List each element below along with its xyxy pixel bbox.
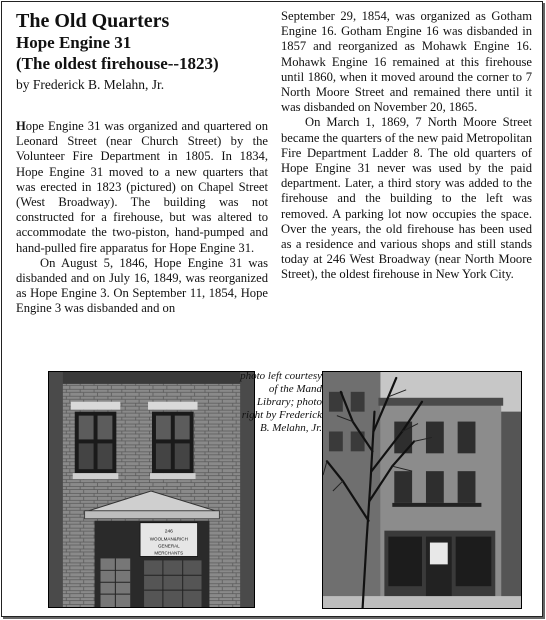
photo-caption: photo left courtesy of the Mand Library; photo right by Frederick B. Melahn, Jr. [240,370,322,434]
svg-text:246: 246 [164,529,173,535]
dropcap: H [16,119,26,133]
article-frame [1,1,543,617]
historic-firehouse-photo [48,371,255,608]
paragraph-3: On March 1, 1869, 7 North Moore Street became the quarters of the new paid Metropolitan Fire Department Ladder 8. The old quarters of Hope Engine 31 never was used by the paid department. Later, a third story was added to the firehouse and the building to the left was removed. A parking lot now occupies the space. Over the years, the old firehouse has been used as a residence and various shops and still stands today at 246 West Broadway (near North Moore Street), the oldest firehouse in New York City. [281,115,532,282]
paragraph-1-text: ope Engine 31 was organized and quartered on Leonard Street (near Church Street) by the Volunteer Fire Department in 1805. In 1834, Hope Engine 31 moved to a new quarters that was erected in 1823 (pictured) on Chapel Street (West Broadway). The building was not constructed for a firehouse, but was altered to accommodate the two-piston, hand-pumped and hand-pulled fire apparatus for Hope Engine 31. [16,119,268,255]
current-firehouse-photo [322,371,522,609]
paragraph-2-start: On August 5, 1846, Hope Engine 31 was disbanded and on July 16, 1849, was reorganized as Hope Engine 3. On September 11, 1854, Hope Engine 3 was disbanded and on [16,255,268,316]
svg-text:WOOLMAN&RICH: WOOLMAN&RICH [149,536,188,542]
left-column [16,10,268,317]
article-title: The Old Quarters [16,10,170,32]
right-column [281,9,532,283]
svg-text:GENERAL: GENERAL [157,543,180,549]
paragraph-1 [16,119,268,256]
paragraph-2-continued: September 29, 1854, was organized as Gotham Engine 16. Gotham Engine 16 was disbanded in 1857 and reorganized as Mohawk Engine 16. Mohawk Engine 16 remained at this firehouse until 1860, when it moved around the corner to 7 North Moore Street and remained there until it was disbanded on November 20, 1865. [281,9,532,115]
article-subtitle: Hope Engine 31 [16,33,132,52]
svg-text:MERCHANTS: MERCHANTS [154,550,184,556]
article-subtitle-date: (The oldest firehouse--1823) [16,54,219,73]
byline: by Frederick B. Melahn, Jr. [16,77,165,92]
